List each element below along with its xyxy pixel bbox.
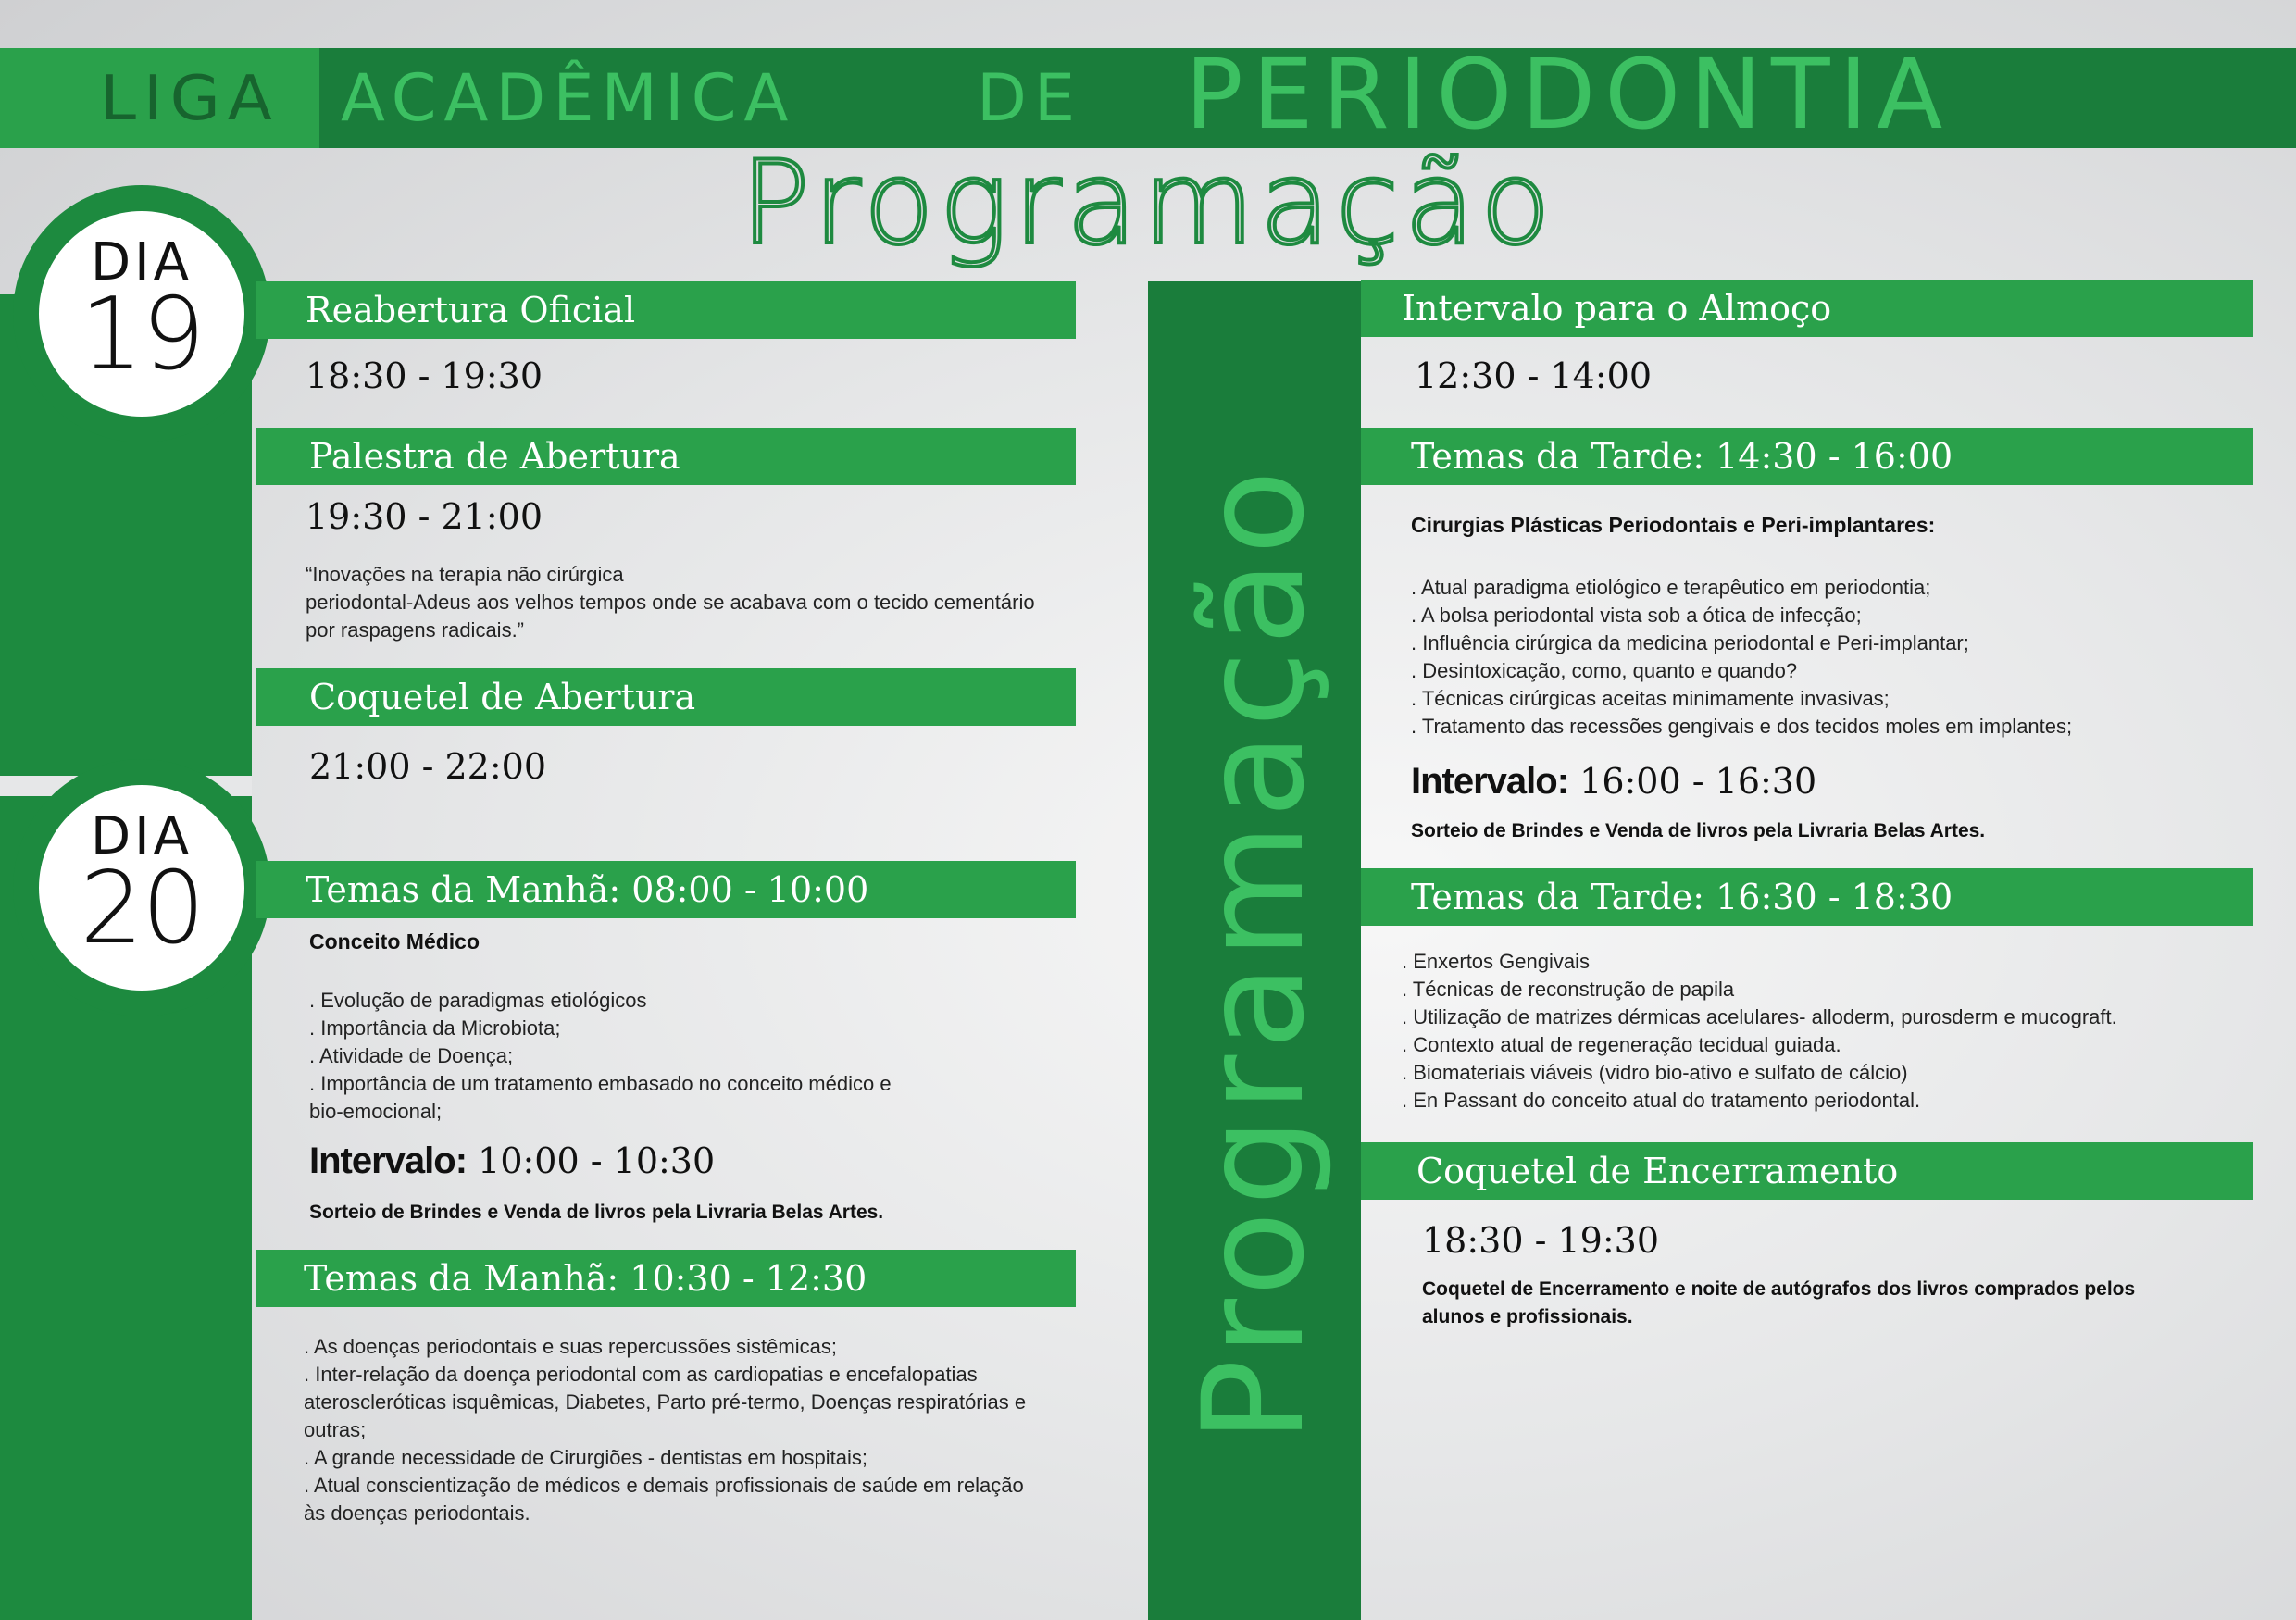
section-subtitle: Conceito Médico — [309, 929, 480, 953]
banner-word-periodontia: PERIODONTIA — [1185, 38, 1953, 151]
interval-label: Intervalo: — [1411, 761, 1569, 802]
section-title: Temas da Manhã: 10:30 - 12:30 — [304, 1258, 867, 1299]
section-bar-manha-1 — [256, 861, 1076, 918]
section-title: Intervalo para o Almoço — [1402, 288, 1832, 329]
section-bar-manha-2 — [256, 1250, 1076, 1307]
interval-label: Intervalo: — [309, 1140, 468, 1181]
tarde-1-items: . Atual paradigma etiológico e terapêutico em periodontia; . A bolsa periodontal vista sob a ótica de infecção; . Influência cirúrgica da medicina periodontal e Peri-implantar; . Desintoxicação, como, quanto e quando? . Técnicas cirúrgicas aceitas minimamente invasivas; . Tratamento das recessões gengivais e dos tecidos moles em implantes; — [1411, 576, 2073, 738]
section-bar-reabertura — [256, 281, 1076, 339]
section-title: Reabertura Oficial — [306, 290, 636, 330]
tarde-2-items: . Enxertos Gengivais . Técnicas de reconstrução de papila . Utilização de matrizes dérmicas acelulares- alloderm, purosderm e mucograft. . Contexto atual de regeneração tecidual guiada. . Biomateriais viáveis (vidro bio-ativo e sulfato de cálcio) . En Passant do conceito atual do tratamento periodontal. — [1402, 950, 2117, 1112]
encerramento-note: Coquetel de Encerramento e noite de autógrafos dos livros comprados pelos alunos e profissionais. — [1422, 1278, 2136, 1327]
banner-word-academica: ACADÊMICA — [341, 60, 796, 136]
banner-word-liga: LIGA — [100, 62, 280, 134]
interval-note: Sorteio de Brindes e Venda de livros pela Livraria Belas Artes. — [309, 1202, 884, 1223]
day-20-badge — [13, 759, 270, 1016]
day-label: DIA — [91, 232, 193, 293]
manha-2-items: . As doenças periodontais e suas repercussões sistêmicas; . Inter-relação da doença periodontal com as cardiopatias e encefalopatias ateroscleróticas isquêmicas, Diabetes, Parto pré-termo, Doenças respiratórias e outras; . A grande necessidade de Cirurgiões - dentistas em hospitais; . Atual conscientização de médicos e demais profissionais de saúde em relação às doenças periodontais. — [304, 1335, 1027, 1525]
page-title: Programação — [741, 137, 1556, 270]
interval-line — [309, 1140, 715, 1182]
manha-1-items: . Evolução de paradigmas etiológicos . Importância da Microbiota; . Atividade de Doença; . Importância de um tratamento embasado no conceito médico e bio-emocional; — [309, 989, 892, 1123]
interval-note: Sorteio de Brindes e Venda de livros pela Livraria Belas Artes. — [1411, 820, 1986, 841]
day-19-badge — [13, 185, 270, 442]
section-title: Coquetel de Abertura — [309, 677, 696, 717]
banner-word-de: DE — [977, 60, 1083, 136]
section-time: 12:30 - 14:00 — [1415, 355, 1653, 396]
section-subtitle: Cirurgias Plásticas Periodontais e Peri-implantares: — [1411, 513, 1936, 537]
section-title: Coquetel de Encerramento — [1416, 1151, 1899, 1191]
section-time: 18:30 - 19:30 — [1422, 1220, 1660, 1261]
section-bar-coquetel-abertura — [256, 668, 1076, 726]
section-bar-encerramento — [1361, 1142, 2253, 1200]
palestra-description: “Inovações na terapia não cirúrgica periodontal-Adeus aos velhos tempos onde se acabava com o tecido cementário por raspagens radicais.” — [306, 563, 1035, 642]
section-bar-tarde-2 — [1361, 868, 2253, 926]
section-title: Palestra de Abertura — [309, 436, 680, 477]
section-bar-almoco — [1361, 280, 2253, 337]
interval-line — [1411, 761, 1816, 803]
day-number: 19 — [80, 277, 204, 393]
interval-time: 16:00 - 16:30 — [1579, 761, 1817, 802]
interval-time: 10:00 - 10:30 — [478, 1140, 716, 1181]
section-title: Temas da Tarde: 16:30 - 18:30 — [1411, 877, 1953, 917]
day-number: 20 — [80, 851, 204, 966]
section-title: Temas da Manhã: 08:00 - 10:00 — [306, 869, 869, 910]
section-bar-palestra — [256, 428, 1076, 485]
section-time: 19:30 - 21:00 — [306, 496, 543, 537]
vertical-title: Programação — [1174, 464, 1335, 1443]
section-bar-tarde-1 — [1361, 428, 2253, 485]
section-time: 18:30 - 19:30 — [306, 355, 543, 396]
section-time: 21:00 - 22:00 — [309, 746, 547, 787]
day-label: DIA — [91, 806, 193, 866]
section-title: Temas da Tarde: 14:30 - 16:00 — [1411, 436, 1953, 477]
